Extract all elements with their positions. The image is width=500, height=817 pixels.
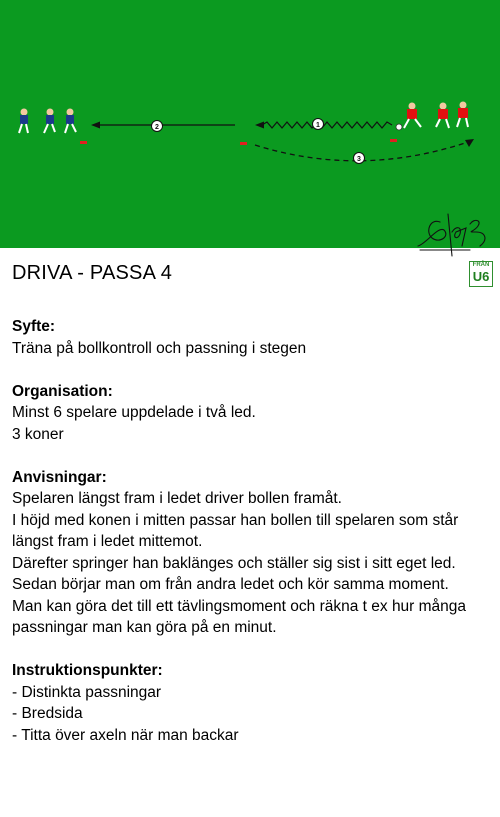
page-title: DRIVA - PASSA 4 xyxy=(12,262,173,284)
section-line: Man kan göra det till ett tävlingsmoment och räkna t ex hur många passningar man kan göra på en minut. xyxy=(12,597,467,636)
section-anvisningar xyxy=(12,467,492,639)
section-line: I höjd med konen i mitten passar han bollen till spelaren som står längst fram i ledet mittemot. xyxy=(12,511,459,550)
section-heading: Anvisningar: xyxy=(12,468,107,486)
age-badge-from: FRÅN xyxy=(472,262,490,268)
section-heading: Syfte: xyxy=(12,318,56,335)
section-line: - Bredsida xyxy=(12,705,83,722)
section-line: Träna på bollkontroll och passning i stegen xyxy=(12,339,307,357)
section-organisation xyxy=(12,381,492,446)
section-line: Därefter springer han baklänges och ställer sig sist i sitt eget led. xyxy=(12,554,456,572)
age-badge-age: U6 xyxy=(472,269,490,284)
section-line: Sedan börjar man om från andra ledet och kör samma moment. xyxy=(12,576,449,593)
section-instruktionspunkter xyxy=(12,660,492,746)
section-line: - Distinkta passningar xyxy=(12,683,162,701)
section-heading: Instruktionspunkter: xyxy=(12,662,163,679)
arrow-number-2: 2 xyxy=(155,124,159,131)
section-syfte xyxy=(12,316,492,359)
section-line: - Titta över axeln när man backar xyxy=(12,726,239,744)
arrow-number-3: 3 xyxy=(357,156,361,163)
section-heading: Organisation: xyxy=(12,382,113,400)
arrow-number-1: 1 xyxy=(316,122,320,129)
section-line: Spelaren längst fram i ledet driver bollen framåt. xyxy=(12,490,342,507)
age-badge xyxy=(469,261,493,287)
drill-description xyxy=(12,316,492,768)
section-line: 3 koner xyxy=(12,425,64,443)
signature xyxy=(0,0,500,270)
section-line: Minst 6 spelare uppdelade i två led. xyxy=(12,404,256,421)
